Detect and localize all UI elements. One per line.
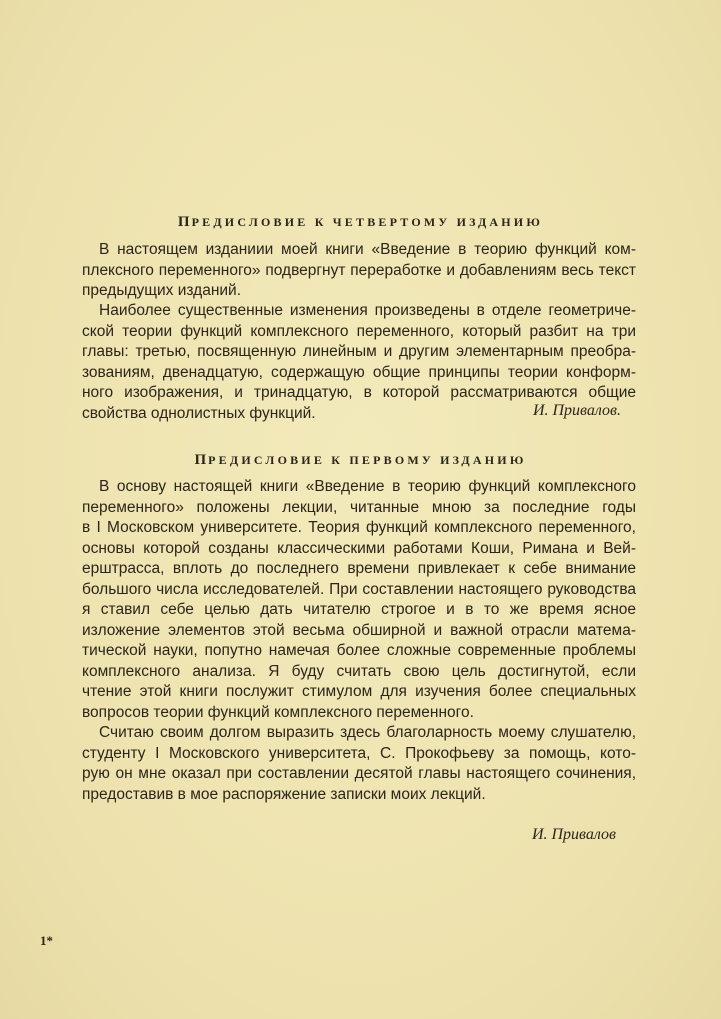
text-line: зованиям, двенадцатую, содержащую общие принципы теории конформ- [82, 363, 636, 381]
text-line: рую он мне оказал при составлении десятой главы настоящего сочинения, [82, 765, 636, 782]
text-line: изложение элементов этой весьма обширной и важной отрасли матема- [82, 621, 636, 639]
text-line: переменного» положены лекции, читанные мною за последние годы [82, 498, 636, 516]
text-line: В основу настоящей книги «Введение в теорию функций комплексного [99, 478, 636, 495]
text-line: свойства однолистных функций. [82, 404, 316, 422]
text-line: в I Московском университете. Теория функций комплексного переменного, [82, 519, 636, 536]
author-signature: И. Привалов [531, 826, 616, 843]
text-line: плексного переменного» подвергнут переработке и добавлениям весь текст [82, 261, 636, 279]
heading-initial: П [194, 452, 209, 468]
page-number: 1* [40, 933, 53, 948]
text-line: большого числа исследователей. При составлении настоящего руководства [82, 580, 636, 598]
text-line: предоставив в мое распоряжение записки моих лекций. [82, 785, 486, 803]
heading-initial: П [177, 214, 192, 230]
text-line: ской теории функций комплексного переменного, который разбит на три [82, 322, 636, 340]
text-line: чтение этой книги послужит стимулом для изучения более специальных [82, 683, 636, 700]
text-line: вопросов теории функций комплексного переменного. [82, 703, 474, 721]
section-heading: ПРЕДИСЛОВИЕ К ПЕРВОМУ ИЗДАНИЮ [194, 452, 527, 468]
text-line: тической науки, попутно намечая более сложные современные проблемы [82, 642, 636, 659]
text-line: ерштрасса, вплоть до последнего времени привлекает к себе внимание [82, 560, 636, 577]
text-line: студенту I Московского университета, С. Прокофьеву за помощь, кото- [82, 744, 636, 762]
text-line: главы: третью, посвященную линейным и другим элементарным преобра- [82, 343, 636, 360]
text-line: Наиболее существенные изменения произведены в отделе геометриче- [99, 302, 636, 319]
text-line: я ставил себе целью дать читателю строгое и в то же время ясное [82, 601, 636, 618]
text-line: комплексного анализа. Я буду считать свою цель достигнутой, если [82, 662, 636, 680]
text-line: основы которой созданы классическими работами Коши, Римана и Вей- [82, 539, 636, 557]
author-signature: И. Привалов. [532, 402, 621, 419]
section-heading: ПРЕДИСЛОВИЕ К ЧЕТВЕРТОМУ ИЗДАНИЮ [177, 214, 544, 230]
text-line: ного изображения, и тринадцатую, в которой рассматриваются общие [82, 384, 636, 401]
text-line: В настоящем изданиии моей книги «Введение в теорию функций ком- [99, 241, 636, 258]
text-line: Считаю своим долгом выразить здесь благоларность моему слушателю, [99, 724, 636, 741]
text-line: предыдущих изданий. [82, 282, 242, 299]
